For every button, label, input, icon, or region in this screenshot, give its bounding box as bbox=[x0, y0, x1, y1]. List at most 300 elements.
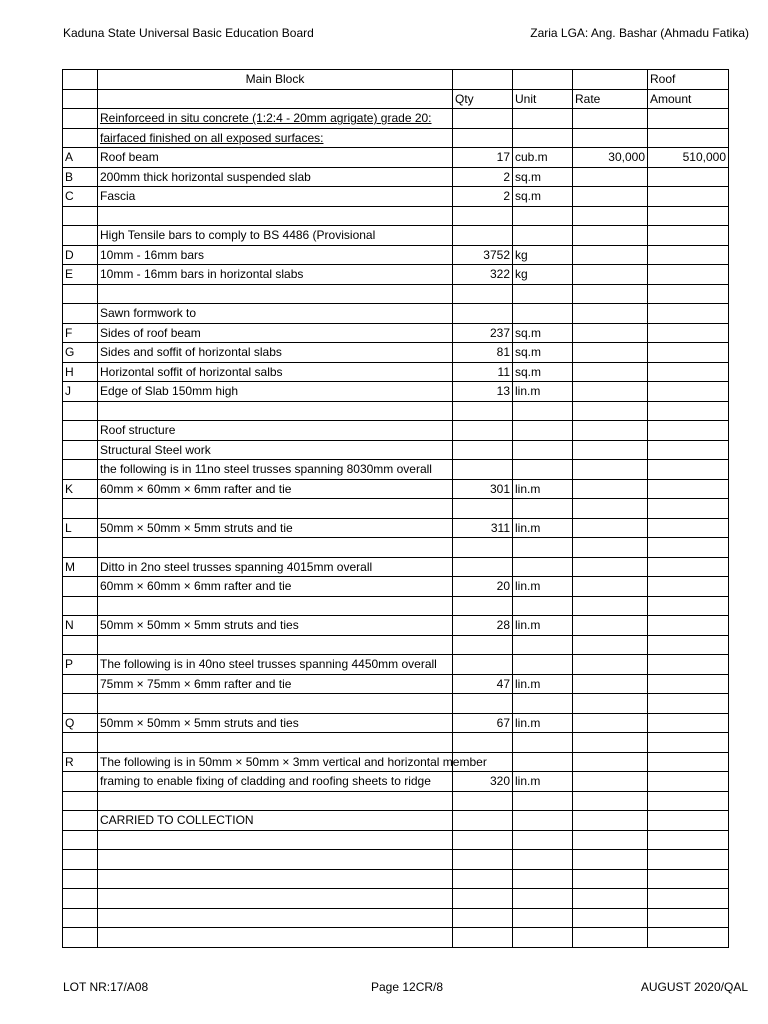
unit-cell: cub.m bbox=[513, 148, 573, 168]
amount-cell bbox=[648, 284, 729, 304]
unit-cell bbox=[513, 869, 573, 889]
table-row bbox=[63, 752, 729, 772]
rate-cell bbox=[573, 557, 648, 577]
quantity-cell bbox=[453, 596, 513, 616]
table-row bbox=[63, 148, 729, 168]
item-code-cell bbox=[63, 440, 98, 460]
amount-cell bbox=[648, 401, 729, 421]
item-code-cell bbox=[63, 538, 98, 558]
quantity-cell: 3752 bbox=[453, 245, 513, 265]
description-cell: CARRIED TO COLLECTION bbox=[98, 811, 453, 831]
rate-cell bbox=[573, 811, 648, 831]
unit-cell: sq.m bbox=[513, 323, 573, 343]
amount-cell bbox=[648, 889, 729, 909]
table-row bbox=[63, 167, 729, 187]
amount-cell bbox=[648, 908, 729, 928]
item-code-cell bbox=[63, 908, 98, 928]
table-row bbox=[63, 245, 729, 265]
item-code-cell: K bbox=[63, 479, 98, 499]
table-row bbox=[63, 343, 729, 363]
qty-header: Qty bbox=[453, 89, 513, 109]
description-cell bbox=[98, 928, 453, 948]
rate-cell bbox=[573, 128, 648, 148]
rate-cell bbox=[573, 655, 648, 675]
description-cell bbox=[98, 538, 453, 558]
amount-cell bbox=[648, 811, 729, 831]
quantity-cell: 17 bbox=[453, 148, 513, 168]
unit-cell: sq.m bbox=[513, 343, 573, 363]
item-code-cell: J bbox=[63, 382, 98, 402]
rate-cell bbox=[573, 538, 648, 558]
item-code-cell: Q bbox=[63, 713, 98, 733]
rate-cell bbox=[573, 362, 648, 382]
quantity-cell: 28 bbox=[453, 616, 513, 636]
item-code-cell bbox=[63, 421, 98, 441]
rate-cell bbox=[573, 928, 648, 948]
description-cell bbox=[98, 830, 453, 850]
description-cell: framing to enable fixing of cladding and roofing sheets to ridge bbox=[98, 772, 453, 792]
description-cell: the following is in 11no steel trusses spanning 8030mm overall bbox=[98, 460, 453, 480]
description-cell: Sides and soffit of horizontal slabs bbox=[98, 343, 453, 363]
unit-cell bbox=[513, 284, 573, 304]
description-cell bbox=[98, 284, 453, 304]
table-row bbox=[63, 733, 729, 753]
quantity-cell bbox=[453, 284, 513, 304]
table-row bbox=[63, 284, 729, 304]
item-code-cell bbox=[63, 577, 98, 597]
rate-cell bbox=[573, 226, 648, 246]
header-item-cell bbox=[63, 89, 98, 109]
table-row bbox=[63, 362, 729, 382]
description-cell: 60mm × 60mm × 6mm rafter and tie bbox=[98, 577, 453, 597]
rate-cell bbox=[573, 791, 648, 811]
item-code-cell: B bbox=[63, 167, 98, 187]
table-row bbox=[63, 655, 729, 675]
description-cell bbox=[98, 596, 453, 616]
header-board-name: Kaduna State Universal Basic Education Board bbox=[63, 26, 314, 40]
amount-cell bbox=[648, 421, 729, 441]
amount-cell bbox=[648, 245, 729, 265]
table-row bbox=[63, 518, 729, 538]
unit-cell bbox=[513, 538, 573, 558]
unit-cell bbox=[513, 655, 573, 675]
quantity-cell bbox=[453, 928, 513, 948]
table-row bbox=[63, 928, 729, 948]
rate-cell: 30,000 bbox=[573, 148, 648, 168]
unit-cell: kg bbox=[513, 265, 573, 285]
description-cell: Reinforceed in situ concrete (1:2:4 - 20mm agrigate) grade 20: bbox=[98, 109, 453, 129]
rate-cell bbox=[573, 694, 648, 714]
table-row bbox=[63, 479, 729, 499]
quantity-cell bbox=[453, 421, 513, 441]
unit-cell bbox=[513, 752, 573, 772]
table-row bbox=[63, 323, 729, 343]
description-cell bbox=[98, 401, 453, 421]
amount-cell bbox=[648, 362, 729, 382]
description-cell: Roof structure bbox=[98, 421, 453, 441]
table-row bbox=[63, 401, 729, 421]
item-code-cell: A bbox=[63, 148, 98, 168]
quantity-cell bbox=[453, 206, 513, 226]
rate-cell bbox=[573, 109, 648, 129]
unit-cell bbox=[513, 908, 573, 928]
unit-cell: lin.m bbox=[513, 616, 573, 636]
header-item-cell bbox=[63, 70, 98, 90]
amount-cell bbox=[648, 167, 729, 187]
unit-cell bbox=[513, 791, 573, 811]
table-row bbox=[63, 674, 729, 694]
quantity-cell: 2 bbox=[453, 167, 513, 187]
table-title: Main Block bbox=[98, 70, 453, 90]
table-row bbox=[63, 538, 729, 558]
item-code-cell: N bbox=[63, 616, 98, 636]
quantity-cell bbox=[453, 538, 513, 558]
table-row bbox=[63, 791, 729, 811]
rate-cell bbox=[573, 323, 648, 343]
header-empty-cell bbox=[573, 70, 648, 90]
quantity-cell: 311 bbox=[453, 518, 513, 538]
unit-cell bbox=[513, 557, 573, 577]
unit-cell: lin.m bbox=[513, 772, 573, 792]
quantity-cell bbox=[453, 889, 513, 909]
amount-cell bbox=[648, 830, 729, 850]
table-row bbox=[63, 499, 729, 519]
item-code-cell bbox=[63, 850, 98, 870]
quantity-cell bbox=[453, 460, 513, 480]
amount-cell bbox=[648, 928, 729, 948]
rate-cell bbox=[573, 499, 648, 519]
rate-cell bbox=[573, 304, 648, 324]
item-code-cell: M bbox=[63, 557, 98, 577]
unit-cell bbox=[513, 226, 573, 246]
description-cell bbox=[98, 206, 453, 226]
item-code-cell: D bbox=[63, 245, 98, 265]
description-cell: Structural Steel work bbox=[98, 440, 453, 460]
quantity-cell bbox=[453, 128, 513, 148]
amount-cell bbox=[648, 557, 729, 577]
quantity-cell bbox=[453, 733, 513, 753]
table-row bbox=[63, 869, 729, 889]
table-row bbox=[63, 850, 729, 870]
rate-cell bbox=[573, 460, 648, 480]
rate-header: Rate bbox=[573, 89, 648, 109]
description-cell bbox=[98, 850, 453, 870]
table-row bbox=[63, 811, 729, 831]
quantity-cell bbox=[453, 869, 513, 889]
unit-cell bbox=[513, 401, 573, 421]
header-desc-cell bbox=[98, 89, 453, 109]
quantity-cell: 322 bbox=[453, 265, 513, 285]
rate-cell bbox=[573, 635, 648, 655]
amount-header: Amount bbox=[648, 89, 729, 109]
description-cell: The following is in 40no steel trusses spanning 4450mm overall bbox=[98, 655, 453, 675]
amount-cell bbox=[648, 752, 729, 772]
table-row bbox=[63, 577, 729, 597]
amount-cell bbox=[648, 596, 729, 616]
item-code-cell bbox=[63, 401, 98, 421]
description-cell: Horizontal soffit of horizontal salbs bbox=[98, 362, 453, 382]
rate-cell bbox=[573, 245, 648, 265]
amount-cell bbox=[648, 343, 729, 363]
header-empty-cell bbox=[513, 70, 573, 90]
amount-cell bbox=[648, 499, 729, 519]
quantity-cell: 20 bbox=[453, 577, 513, 597]
amount-cell bbox=[648, 538, 729, 558]
rate-cell bbox=[573, 908, 648, 928]
unit-cell: sq.m bbox=[513, 362, 573, 382]
quantity-cell bbox=[453, 811, 513, 831]
description-cell: Ditto in 2no steel trusses spanning 4015mm overall bbox=[98, 557, 453, 577]
rate-cell bbox=[573, 167, 648, 187]
description-cell: fairfaced finished on all exposed surfaces: bbox=[98, 128, 453, 148]
quantity-cell bbox=[453, 655, 513, 675]
description-cell: 50mm × 50mm × 5mm struts and tie bbox=[98, 518, 453, 538]
table-row bbox=[63, 128, 729, 148]
item-code-cell bbox=[63, 460, 98, 480]
amount-cell bbox=[648, 265, 729, 285]
table-row bbox=[63, 694, 729, 714]
unit-cell bbox=[513, 206, 573, 226]
unit-cell bbox=[513, 596, 573, 616]
rate-cell bbox=[573, 187, 648, 207]
description-cell: 10mm - 16mm bars bbox=[98, 245, 453, 265]
item-code-cell bbox=[63, 596, 98, 616]
item-code-cell: F bbox=[63, 323, 98, 343]
table-row bbox=[63, 635, 729, 655]
unit-cell: sq.m bbox=[513, 187, 573, 207]
quantity-cell: 11 bbox=[453, 362, 513, 382]
amount-cell bbox=[648, 655, 729, 675]
rate-cell bbox=[573, 518, 648, 538]
description-cell: 75mm × 75mm × 6mm rafter and tie bbox=[98, 674, 453, 694]
quantity-cell: 237 bbox=[453, 323, 513, 343]
item-code-cell bbox=[63, 830, 98, 850]
item-code-cell: R bbox=[63, 752, 98, 772]
unit-cell bbox=[513, 830, 573, 850]
unit-cell bbox=[513, 109, 573, 129]
table-row bbox=[63, 206, 729, 226]
unit-cell bbox=[513, 811, 573, 831]
footer-date-ref: AUGUST 2020/QAL bbox=[640, 980, 748, 994]
table-row bbox=[63, 557, 729, 577]
amount-cell bbox=[648, 791, 729, 811]
rate-cell bbox=[573, 421, 648, 441]
description-cell bbox=[98, 869, 453, 889]
item-code-cell bbox=[63, 206, 98, 226]
quantity-cell: 2 bbox=[453, 187, 513, 207]
quantity-cell bbox=[453, 226, 513, 246]
unit-cell: kg bbox=[513, 245, 573, 265]
rate-cell bbox=[573, 674, 648, 694]
quantity-cell bbox=[453, 694, 513, 714]
description-cell: 60mm × 60mm × 6mm rafter and tie bbox=[98, 479, 453, 499]
table-row bbox=[63, 889, 729, 909]
table-row bbox=[63, 109, 729, 129]
amount-cell bbox=[648, 226, 729, 246]
item-code-cell bbox=[63, 928, 98, 948]
rate-cell bbox=[573, 596, 648, 616]
unit-cell: lin.m bbox=[513, 713, 573, 733]
footer-lot-number: LOT NR:17/A08 bbox=[63, 980, 149, 994]
table-row bbox=[63, 304, 729, 324]
amount-cell bbox=[648, 635, 729, 655]
quantity-cell bbox=[453, 304, 513, 324]
quantity-cell bbox=[453, 635, 513, 655]
unit-cell bbox=[513, 635, 573, 655]
description-cell: 200mm thick horizontal suspended slab bbox=[98, 167, 453, 187]
item-code-cell bbox=[63, 304, 98, 324]
amount-cell bbox=[648, 479, 729, 499]
amount-cell bbox=[648, 460, 729, 480]
description-cell: Sawn formwork to bbox=[98, 304, 453, 324]
item-code-cell bbox=[63, 284, 98, 304]
amount-cell bbox=[648, 674, 729, 694]
item-code-cell bbox=[63, 109, 98, 129]
item-code-cell bbox=[63, 128, 98, 148]
unit-cell: sq.m bbox=[513, 167, 573, 187]
table-row bbox=[63, 265, 729, 285]
amount-cell: 510,000 bbox=[648, 148, 729, 168]
unit-cell bbox=[513, 889, 573, 909]
table-row bbox=[63, 908, 729, 928]
rate-cell bbox=[573, 206, 648, 226]
table-header-row-1 bbox=[63, 70, 729, 90]
amount-cell bbox=[648, 772, 729, 792]
rate-cell bbox=[573, 284, 648, 304]
table-row bbox=[63, 382, 729, 402]
quantity-cell bbox=[453, 557, 513, 577]
unit-cell bbox=[513, 304, 573, 324]
rate-cell bbox=[573, 440, 648, 460]
rate-cell bbox=[573, 713, 648, 733]
unit-cell bbox=[513, 421, 573, 441]
description-cell bbox=[98, 908, 453, 928]
table-row bbox=[63, 830, 729, 850]
unit-header: Unit bbox=[513, 89, 573, 109]
description-cell bbox=[98, 499, 453, 519]
item-code-cell bbox=[63, 869, 98, 889]
quantity-cell bbox=[453, 850, 513, 870]
table-row bbox=[63, 713, 729, 733]
unit-cell bbox=[513, 850, 573, 870]
item-code-cell bbox=[63, 674, 98, 694]
amount-cell bbox=[648, 694, 729, 714]
description-cell bbox=[98, 694, 453, 714]
unit-cell bbox=[513, 499, 573, 519]
item-code-cell bbox=[63, 772, 98, 792]
unit-cell bbox=[513, 928, 573, 948]
quantity-cell bbox=[453, 440, 513, 460]
rate-cell bbox=[573, 889, 648, 909]
item-code-cell: G bbox=[63, 343, 98, 363]
quantity-cell: 81 bbox=[453, 343, 513, 363]
item-code-cell bbox=[63, 811, 98, 831]
table-row bbox=[63, 226, 729, 246]
unit-cell: lin.m bbox=[513, 518, 573, 538]
description-cell: Fascia bbox=[98, 187, 453, 207]
description-cell: High Tensile bars to comply to BS 4486 (Provisional bbox=[98, 226, 453, 246]
rate-cell bbox=[573, 869, 648, 889]
unit-cell: lin.m bbox=[513, 674, 573, 694]
unit-cell: lin.m bbox=[513, 479, 573, 499]
amount-header-roof: Roof bbox=[648, 70, 729, 90]
rate-cell bbox=[573, 577, 648, 597]
item-code-cell bbox=[63, 635, 98, 655]
unit-cell bbox=[513, 694, 573, 714]
rate-cell bbox=[573, 401, 648, 421]
amount-cell bbox=[648, 304, 729, 324]
description-cell: Roof beam bbox=[98, 148, 453, 168]
item-code-cell bbox=[63, 889, 98, 909]
unit-cell: lin.m bbox=[513, 382, 573, 402]
amount-cell bbox=[648, 518, 729, 538]
item-code-cell: H bbox=[63, 362, 98, 382]
description-cell: The following is in 50mm × 50mm × 3mm vertical and horizontal member bbox=[98, 752, 453, 772]
unit-cell bbox=[513, 733, 573, 753]
item-code-cell bbox=[63, 226, 98, 246]
quantity-cell bbox=[453, 830, 513, 850]
amount-cell bbox=[648, 733, 729, 753]
quantity-cell bbox=[453, 401, 513, 421]
table-row bbox=[63, 440, 729, 460]
rate-cell bbox=[573, 733, 648, 753]
table-row bbox=[63, 616, 729, 636]
amount-cell bbox=[648, 128, 729, 148]
description-cell bbox=[98, 635, 453, 655]
table-row bbox=[63, 421, 729, 441]
rate-cell bbox=[573, 382, 648, 402]
unit-cell: lin.m bbox=[513, 577, 573, 597]
amount-cell bbox=[648, 187, 729, 207]
rate-cell bbox=[573, 479, 648, 499]
amount-cell bbox=[648, 323, 729, 343]
quantity-cell: 301 bbox=[453, 479, 513, 499]
item-code-cell: L bbox=[63, 518, 98, 538]
item-code-cell bbox=[63, 733, 98, 753]
table-row bbox=[63, 460, 729, 480]
rate-cell bbox=[573, 343, 648, 363]
unit-cell bbox=[513, 128, 573, 148]
description-cell: 50mm × 50mm × 5mm struts and ties bbox=[98, 713, 453, 733]
header-location: Zaria LGA: Ang. Bashar (Ahmadu Fatika) bbox=[530, 26, 749, 40]
amount-cell bbox=[648, 440, 729, 460]
quantity-cell: 320 bbox=[453, 772, 513, 792]
quantity-cell bbox=[453, 791, 513, 811]
description-cell: Sides of roof beam bbox=[98, 323, 453, 343]
bill-of-quantities-table bbox=[62, 69, 729, 948]
amount-cell bbox=[648, 109, 729, 129]
rate-cell bbox=[573, 616, 648, 636]
quantity-cell bbox=[453, 499, 513, 519]
description-cell: 50mm × 50mm × 5mm struts and ties bbox=[98, 616, 453, 636]
item-code-cell: C bbox=[63, 187, 98, 207]
item-code-cell bbox=[63, 791, 98, 811]
item-code-cell: E bbox=[63, 265, 98, 285]
description-cell: 10mm - 16mm bars in horizontal slabs bbox=[98, 265, 453, 285]
amount-cell bbox=[648, 850, 729, 870]
quantity-cell: 13 bbox=[453, 382, 513, 402]
amount-cell bbox=[648, 382, 729, 402]
rate-cell bbox=[573, 830, 648, 850]
rate-cell bbox=[573, 850, 648, 870]
footer-page-number: Page 12CR/8 bbox=[371, 980, 444, 994]
rate-cell bbox=[573, 752, 648, 772]
unit-cell bbox=[513, 440, 573, 460]
amount-cell bbox=[648, 206, 729, 226]
quantity-cell bbox=[453, 908, 513, 928]
description-cell bbox=[98, 733, 453, 753]
item-code-cell: P bbox=[63, 655, 98, 675]
